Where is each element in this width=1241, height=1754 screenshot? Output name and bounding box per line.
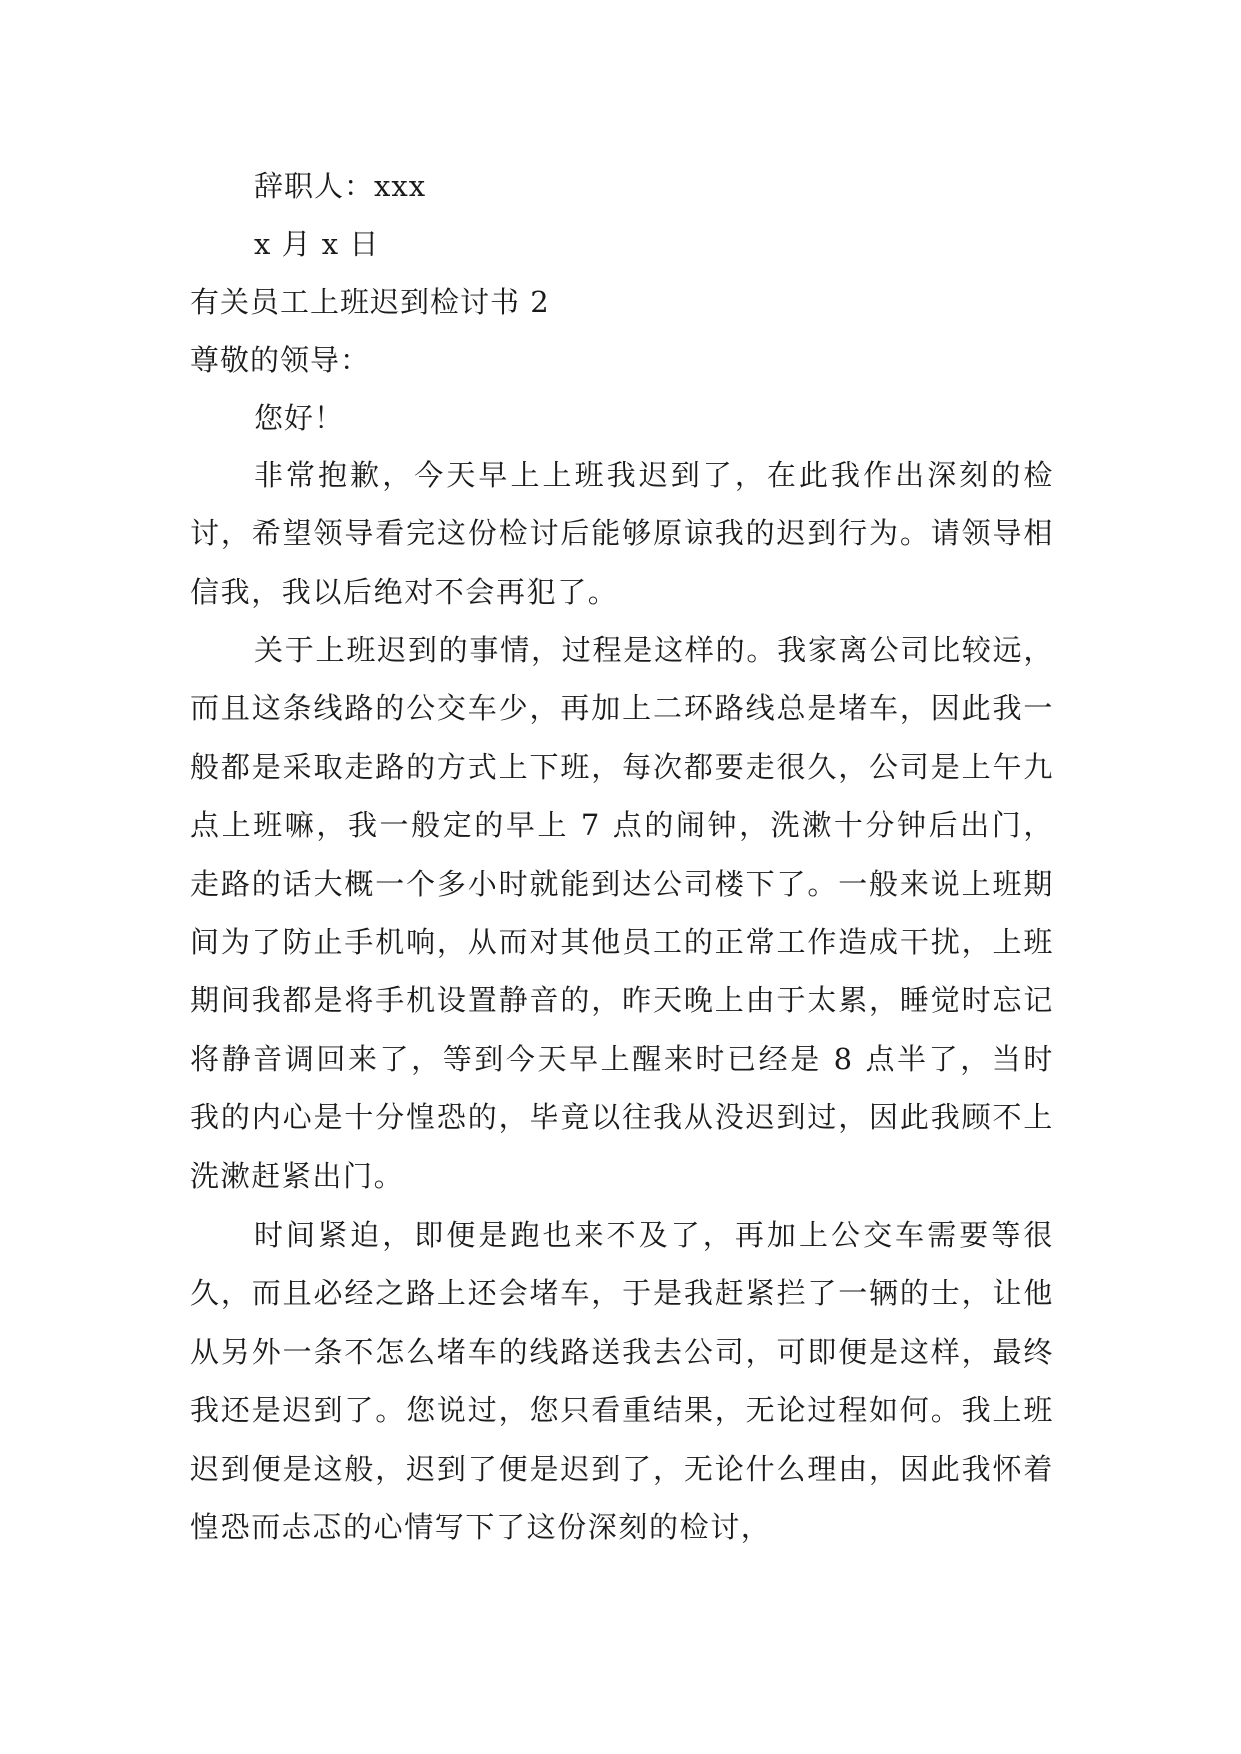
signature-date: x 月 x 日 (254, 227, 380, 261)
salutation: 尊敬的领导： (190, 343, 371, 377)
paragraph-apology: 非常抱歉，今天早上上班我迟到了，在此我作出深刻的检讨，希望领导看完这份检讨后能够原谅我的迟到行为。请领导相信我，我以后绝对不会再犯了。 (190, 458, 1054, 609)
greeting: 您好！ (254, 401, 345, 435)
paragraph-consequence: 时间紧迫，即便是跑也来不及了，再加上公交车需要等很久，而且必经之路上还会堵车，于是我赶紧拦了一辆的士，让他从另外一条不怎么堵车的线路送我去公司，可即便是这样，最终我还是迟到了。您说过，您只看重结果，无论过程如何。我上班迟到便是这般，迟到了便是迟到了，无论什么理由，因此我怀着惶恐而忐忑的心情写下了这份深刻的检讨， (190, 1218, 1054, 1545)
resigner-signature: 辞职人：xxx (254, 169, 427, 203)
document-title: 有关员工上班迟到检讨书 2 (190, 285, 550, 319)
paragraph-explanation: 关于上班迟到的事情，过程是这样的。我家离公司比较远，而且这条线路的公交车少，再加上二环路线总是堵车，因此我一般都是采取走路的方式上下班，每次都要走很久，公司是上午九点上班嘛，我一般定的早上 7 点的闹钟，洗漱十分钟后出门，走路的话大概一个多小时就能到达公司楼下了。一般来说上班期间为了防止手机响，从而对其他员工的正常工作造成干扰，上班期间我都是将手机设置静音的，昨天晚上由于太累，睡觉时忘记将静音调回来了，等到今天早上醒来时已经是 8 点半了，当时我的内心是十分惶恐的，毕竟以往我从没迟到过，因此我顾不上洗漱赶紧出门。 (190, 633, 1054, 1193)
